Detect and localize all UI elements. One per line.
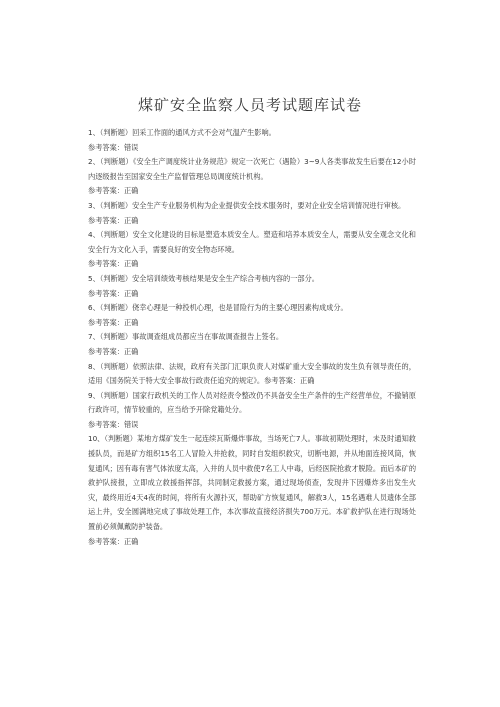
answer-text: 参考答案：正确 [88,536,139,546]
question-text: 8、（判断题）依照法律、法规，政府有关部门汇职负责人对煤矿重大安全事故的发生负有领导责任的，适用《国务院关于特大安全事故行政责任追究的规定》。参考答案：正确 [88,361,416,386]
answer-text: 参考答案：正确 [88,346,139,356]
answer-text: 参考答案：正确 [88,186,139,196]
answer-text: 参考答案：错误 [88,142,139,152]
question-text: 10、（判断题）某地方煤矿发生一起连续瓦斯爆炸事故，当场死亡7人。事故初期处理时，未及时通知救援队员，而是矿方组织15名工人冒险入井抢救，同时自发组织救灾，切断电源，并从地面连接风筒，恢复通风；因有毒有害气体浓度太高，入井的人员中救使7名工人中毒，后经医院抢救才脱险。而后本矿的救护队接报，立即成立救援指挥部，共同制定救援方案，通过现场侦查，发现井下因爆炸多出发生火灾，最终用近4天4夜的时间，将所有火源扑灭，帮助矿方恢复通风，解救3人，15名遇难人员遗体全部运上井，安全圆满地完成了事故处理工作，本次事故直接经济损失700万元。本矿救护队在进行现场处置前必须佩戴防护装备。 [88,434,417,532]
answer-text: 参考答案：正确 [88,288,139,298]
question-text: 2、（判断题）《安全生产调度统计业务规范》规定一次死亡（遇险）3~9人各类事故发生后要在12小时内逐级报告至国家安全生产监督管理总局调度统计机构。 [88,157,416,181]
question-text: 1、（判断题）回采工作面的通风方式不会对气温产生影响。 [88,128,276,137]
question-text: 6、（判断题）侥幸心理是一种投机心理，也是冒险行为的主要心理因素构成成分。 [88,303,348,313]
answer-text: 参考答案：正确 [88,215,139,225]
question-text: 7、（判断题）事故调查组成员都应当在事故调查报告上签名。 [88,332,284,342]
question-text: 5、（判断题）安全培训绩效考核结果是安全生产综合考核内容的一部分。 [88,273,319,283]
answer-text: 参考答案：错误 [88,419,139,429]
document-title: 煤矿安全监察人员考试题库试卷 [137,96,362,114]
question-list [88,126,416,549]
question-text: 4、（判断题）安全文化建设的目标是塑造本质安全人。塑造和培养本质安全人，需要从安全观念文化和安全行为文化入手，需要良好的安全物态环境。 [88,230,416,254]
question-text: 3、（判断题）安全生产专业服务机构为企业提供安全技术服务时，要对企业安全培训情况进行审核。 [88,200,406,210]
question-text: 9、（判断题）国家行政机关的工作人员对经责令整改仍不具备安全生产条件的生产经营单位，不撤销原行政许可，情节较重的，应当给予开除党籍处分。 [88,390,416,415]
answer-text: 参考答案：正确 [88,317,139,327]
answer-text: 参考答案：正确 [88,259,139,269]
